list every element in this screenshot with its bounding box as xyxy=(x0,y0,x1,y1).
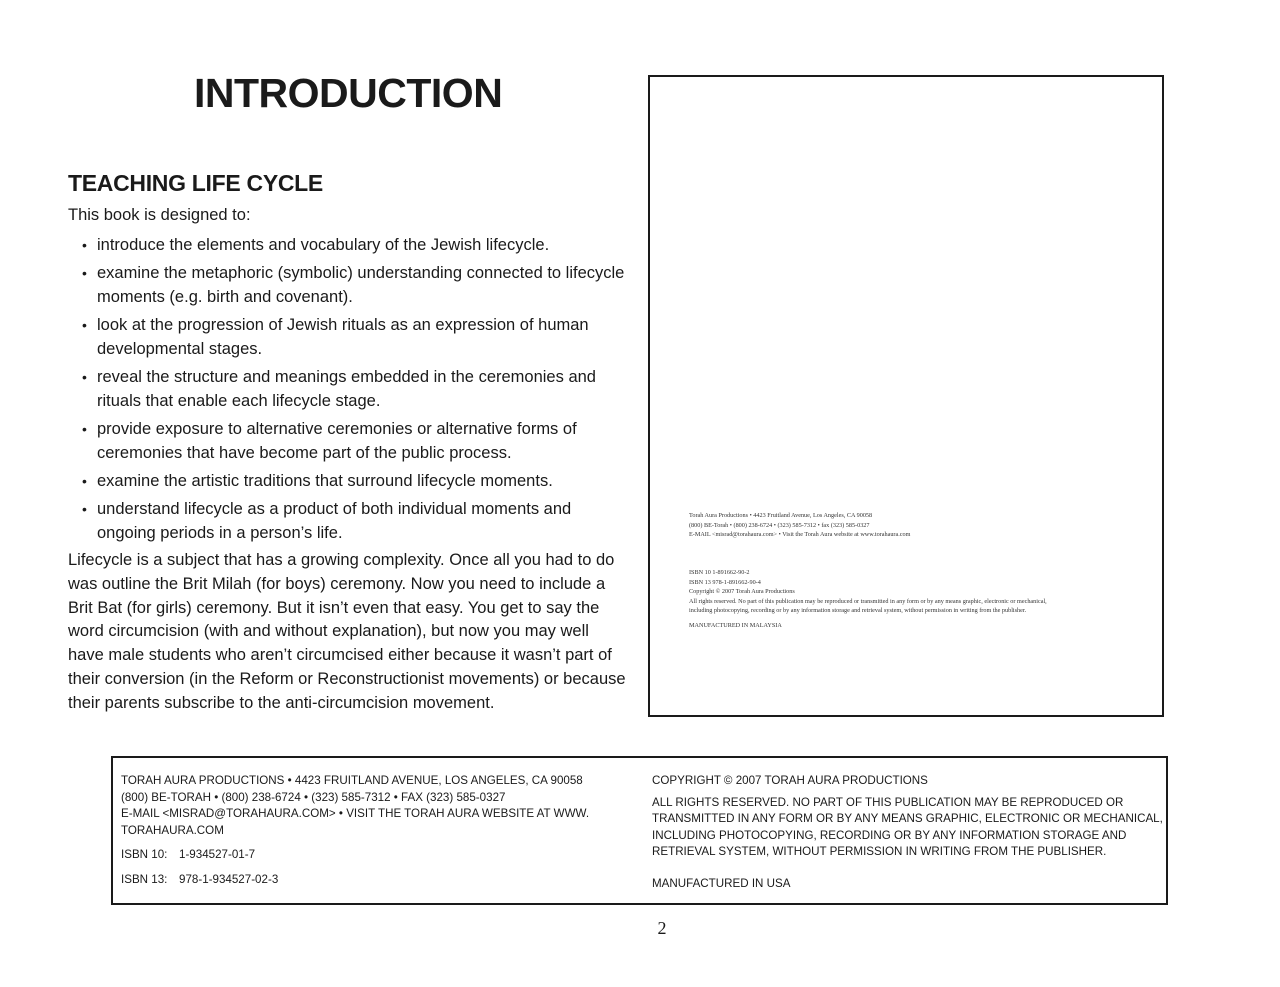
bullet-icon: • xyxy=(82,421,87,437)
intro-line: This book is designed to: xyxy=(68,206,251,224)
list-item: • look at the progression of Jewish rituals as an expression of human developmental stages. xyxy=(68,313,628,361)
bullet-icon: • xyxy=(82,473,87,489)
bullet-icon: • xyxy=(82,237,87,253)
preview-publication-info: ISBN 10 1-891662-90-2 ISBN 13 978-1-891662-90-4 Copyright © 2007 Torah Aura Productions All rights reserved. No part of this publication may be reproduced or transmitted in any form or by any means graphic, electronic or mechanical, including photocopying, recording or by any information storage and retrieval system, without permission in writing from the publisher. MANUFACTURED IN MALAYSIA xyxy=(689,569,1047,629)
isbn-10: ISBN 10: 1-934527-01-7 xyxy=(121,848,256,861)
list-item: • examine the metaphoric (symbolic) understanding connected to lifecycle moments (e.g. birth and covenant). xyxy=(68,261,628,309)
body-paragraph: Lifecycle is a subject that has a growing complexity. Once all you had to do was outline the Brit Milah (for boys) ceremony. Now you need to include a Brit Bat (for girls) ceremony. But it isn’t even that easy. You get to say the word circumcision (with and without explanation), but now you may well have male students who aren’t circumcised either because it wasn’t part of their conversion (in the Reform or Reconstructionist movements) or because their parents subscribe to the anti-circumcision movement. xyxy=(68,551,626,712)
publisher-info: TORAH AURA PRODUCTIONS • 4423 FRUITLAND AVENUE, LOS ANGELES, CA 90058 (800) BE-TORAH • (800) 238-6724 • (323) 585-7312 • FAX (323) 585-0327 E-MAIL <MISRAD@TORAHAURA.COM> • VISIT THE TORAH AURA WEBSITE AT WWW. TORAHAURA.COM ISBN 10: 1-934527-01-7 ISBN 13: 978-1-934527-02-3 xyxy=(121,773,601,888)
list-item: • understand lifecycle as a product of both individual moments and ongoing periods in a person’s life. xyxy=(68,497,628,545)
bullet-icon: • xyxy=(82,317,87,333)
objectives-list xyxy=(68,233,628,545)
list-item: • provide exposure to alternative ceremonies or alternative forms of ceremonies that have become part of the public process. xyxy=(68,417,628,465)
preview-address: Torah Aura Productions • 4423 Fruitland Avenue, Los Angeles, CA 90058 (800) BE-Torah • (800) 238-6724 • (323) 585-7312 • fax (323) 585-0327 E-MAIL <misrad@torahaura.com> • Visit the Torah Aura website at www.torahaura.com xyxy=(689,512,911,538)
rights-info: COPYRIGHT © 2007 TORAH AURA PRODUCTIONS ALL RIGHTS RESERVED. NO PART OF THIS PUBLICATION MAY BE REPRODUCED OR TRANSMITTED IN ANY FORM OR BY ANY MEANS GRAPHIC, ELECTRONIC OR MECHANICAL, INCLUDING PHOTOCOPYING, RECORDING OR BY ANY INFORMATION STORAGE AND RETRIEVAL SYSTEM, WITHOUT PERMISSION IN WRITING FROM THE PUBLISHER. MANUFACTURED IN USA xyxy=(652,774,1163,890)
intro-column xyxy=(68,170,628,716)
list-item: • reveal the structure and meanings embedded in the ceremonies and rituals that enable each lifecycle stage. xyxy=(68,365,628,413)
list-item: • examine the artistic traditions that surround lifecycle moments. xyxy=(68,469,628,493)
bullet-icon: • xyxy=(82,265,87,281)
copyright-page-preview xyxy=(648,75,1164,717)
list-item: • introduce the elements and vocabulary of the Jewish lifecycle. xyxy=(68,233,628,257)
section-heading: TEACHING LIFE CYCLE xyxy=(68,170,323,196)
bullet-icon: • xyxy=(82,501,87,517)
page-number: 2 xyxy=(657,918,667,938)
bullet-icon: • xyxy=(82,369,87,385)
isbn-13: ISBN 13: 978-1-934527-02-3 xyxy=(121,872,279,886)
page-title: INTRODUCTION xyxy=(194,70,503,116)
publication-info-box xyxy=(111,756,1168,905)
